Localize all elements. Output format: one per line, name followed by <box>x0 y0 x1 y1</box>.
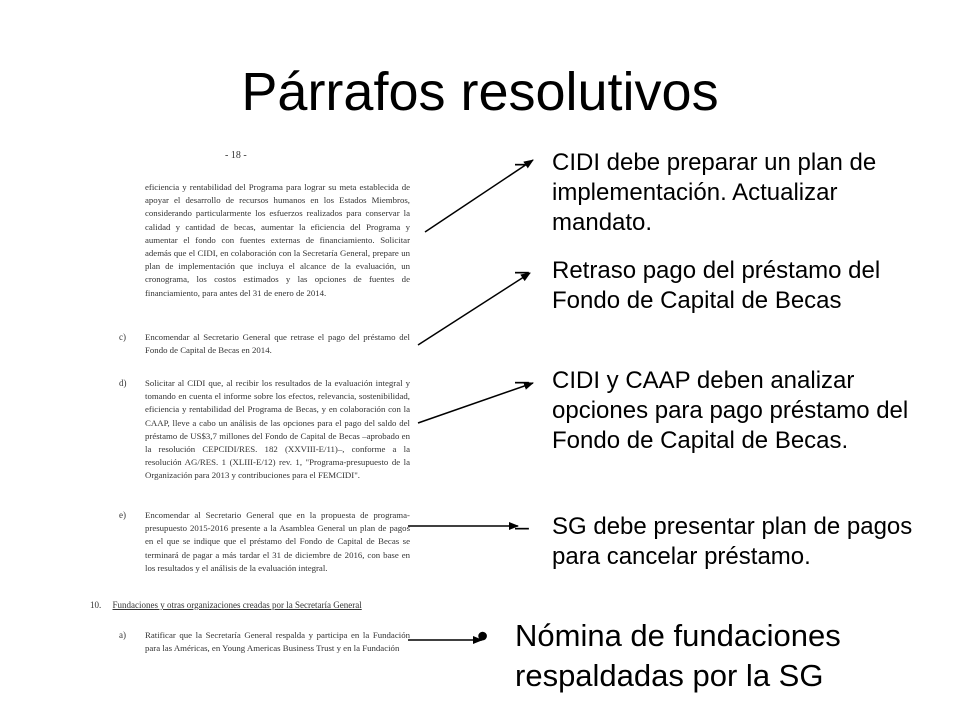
dash-marker: – <box>515 257 529 285</box>
slide-title: Párrafos resolutivos <box>241 62 719 122</box>
doc-page-number: - 18 - <box>225 150 247 161</box>
doc-paragraph-b-continued: eficiencia y rentabilidad del Programa para lograr su meta establecida de apoyar el desarrollo de recursos humanos en los Estados Miembros, considerando particularmente los esfuerzos realizados para conservar la calidad y cantidad de becas, aumentar la eficiencia del Programa y aumentar el fondo con fuentes externas de financiamiento. Solicitar además que el CIDI, en colaboración con la Secretaría General, prepare un plan de implementación que incluya el alcance de la evaluación, un cronograma, los costos estimados y las opciones de fuentes de financiamiento, para antes del 31 de enero de 2014. <box>145 182 410 298</box>
bullet-text: CIDI debe preparar un plan de implementación. Actualizar mandato. <box>552 149 877 236</box>
doc-item-d-letter: d) <box>119 378 127 388</box>
bullet-text: SG debe presentar plan de pagos para cancelar préstamo. <box>552 513 913 570</box>
doc-section-10-heading: Fundaciones y otras organizaciones creadas por la Secretaría General <box>112 600 362 610</box>
doc-item-a-letter: a) <box>119 630 126 640</box>
doc-item-c-letter: c) <box>119 332 126 342</box>
doc-paragraph-d: Solicitar al CIDI que, al recibir los resultados de la evaluación integral y tomando en cuenta el informe sobre los efectos, relevancia, sostenibilidad, eficiencia y rentabilidad del Programa de Becas, y en colaboración con la CAAP, lleve a cabo un análisis de las opciones para el pago del saldo del préstamo de US$3,7 millones del Fondo de Capital de Becas –aprobado en la resolución CEPCIDI/RES. 182 (XXVIII-E/11)–, conforme a la resolución AG/RES. 1 (XLIII-E/12) rev. 1, "Programa-presupuesto de la Organización para 2013 y contribuciones para el FEMCIDI". <box>145 378 410 481</box>
dash-marker: – <box>515 513 529 541</box>
doc-section-10-number: 10. <box>90 600 102 610</box>
doc-paragraph-a: Ratificar que la Secretaría General respalda y participa en la Fundación para las Américas, en Young Americas Business Trust y en la Fundación <box>145 630 410 654</box>
bullet-text: Retraso pago del préstamo del Fondo de Capital de Becas <box>552 257 881 314</box>
bullet-text: CIDI y CAAP deben analizar opciones para pago préstamo del Fondo de Capital de Becas. <box>552 367 909 454</box>
arrow-to-bullet-2 <box>418 273 530 345</box>
doc-item-e-letter: e) <box>119 510 126 520</box>
doc-paragraph-c: Encomendar al Secretario General que retrase el pago del préstamo del Fondo de Capital de Becas en 2014. <box>145 332 410 356</box>
dash-marker: – <box>515 149 529 177</box>
dash-marker: – <box>515 367 529 395</box>
bullet-dot: • <box>477 618 489 654</box>
main-bullet-text: Nómina de fundaciones respaldadas por la SG <box>515 618 841 693</box>
doc-paragraph-e: Encomendar al Secretario General que en la propuesta de programa-presupuesto 2015-2016 presente a la Asamblea General un plan de pagos en el que se indique que el préstamo del Fondo de Capital de Becas se terminará de pagar a más tardar el 31 de diciembre de 2016, con base en los resultados y el análisis de la evaluación integral. <box>145 510 410 573</box>
